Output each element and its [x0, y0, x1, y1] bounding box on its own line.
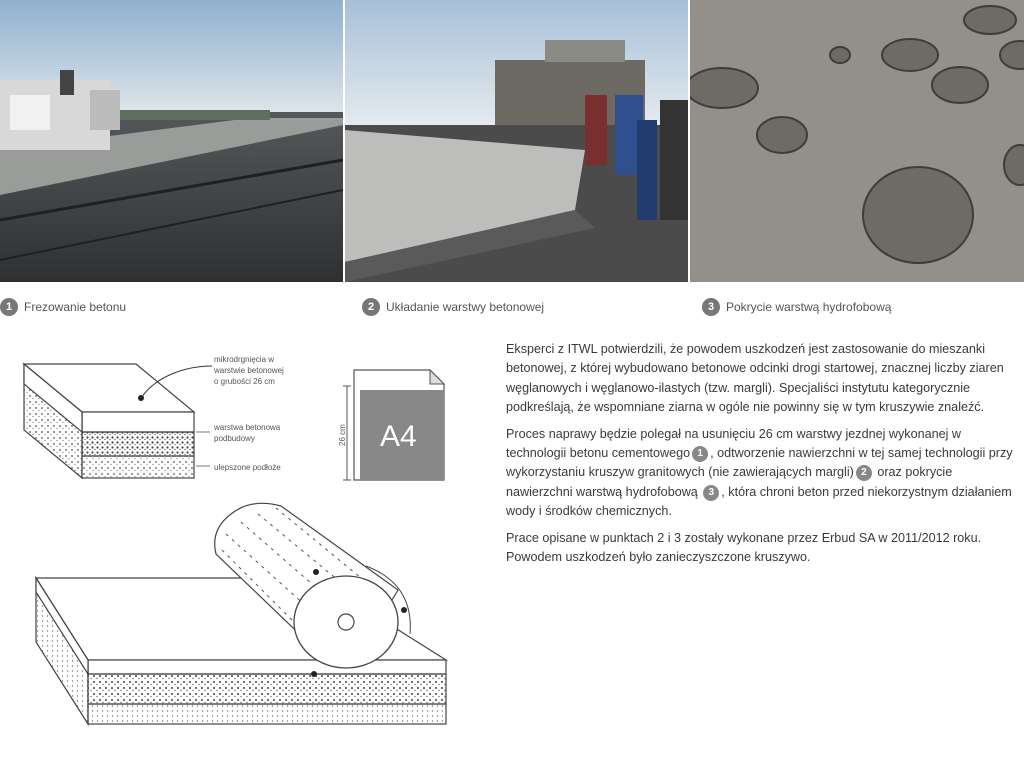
label-base-layer-2: podbudowy	[214, 434, 255, 443]
caption-text: Pokrycie warstwą hydrofobową	[726, 300, 892, 314]
label-top-layer-1: mikrodrgnięcia w	[214, 355, 275, 364]
label-top-layer-3: o grubości 26 cm	[214, 377, 275, 386]
caption-text: Frezowanie betonu	[24, 300, 127, 314]
label-ground-layer: ulepszone podłoże	[214, 463, 281, 472]
paragraph-3: Prace opisane w punktach 2 i 3 zostały wykonane przez Erbud SA w 2011/2012 roku. Powodem uszkodzeń było zanieczyszczone kruszywo.	[506, 530, 982, 565]
caption-text: Układanie warstwy betonowej	[386, 300, 545, 314]
caption-3	[702, 296, 891, 318]
roller-diagram	[26, 494, 466, 744]
article-text	[506, 340, 1018, 574]
paragraph-2-part-a: Proces naprawy będzie polegał na usunięciu 26 cm warstwy jezdnej wykonanej w technologii betonu cementowego	[506, 426, 962, 461]
photo-strip	[0, 0, 1024, 282]
paragraph-2	[506, 425, 1018, 522]
photo-damaged-surface	[690, 0, 1024, 282]
caption-number: 1	[0, 298, 18, 316]
layer-cross-section-diagram	[16, 346, 456, 496]
label-top-layer-2: warstwie betonowej	[214, 366, 284, 375]
paragraph-2-part-b: , odtworzenie nawierzchni w tej samej technologii przy wykorzystaniu kruszyw granitowych (nie zawierających margli)	[506, 446, 1013, 480]
photo-concrete-milling	[0, 0, 343, 282]
dimension-label: 26 cm	[338, 424, 347, 446]
inline-number-1: 1	[692, 446, 708, 462]
paragraph-1: Eksperci z ITWL potwierdzili, że powodem uszkodzeń jest zastosowanie do mieszanki betonowej, z której wybudowano betonowe odcinki drogi startowej, znacznej liczby ziaren węglanowych i węglanowo-ilastych (tzw. margli). Specjaliści instytutu kategorycznie podkreślają, że wspomniane ziarna w ogóle nie powinny się w tym kruszywie znaleźć.	[506, 342, 1004, 415]
paragraph-2-part-c: oraz pokrycie nawierzchni warstwą hydrofobową	[506, 465, 953, 499]
label-base-layer-1: warstwa betonowa	[214, 423, 281, 432]
inline-number-3: 3	[703, 485, 719, 501]
caption-1	[0, 296, 126, 318]
caption-number: 2	[362, 298, 380, 316]
inline-number-2: 2	[856, 465, 872, 481]
photo-laying-concrete	[345, 0, 688, 282]
paragraph-2-part-d: , która chroni beton przed niekorzystnym działaniem wody i środków chemicznych.	[506, 484, 1012, 519]
caption-number: 3	[702, 298, 720, 316]
caption-2	[362, 296, 544, 318]
a4-label: A4	[380, 420, 417, 453]
